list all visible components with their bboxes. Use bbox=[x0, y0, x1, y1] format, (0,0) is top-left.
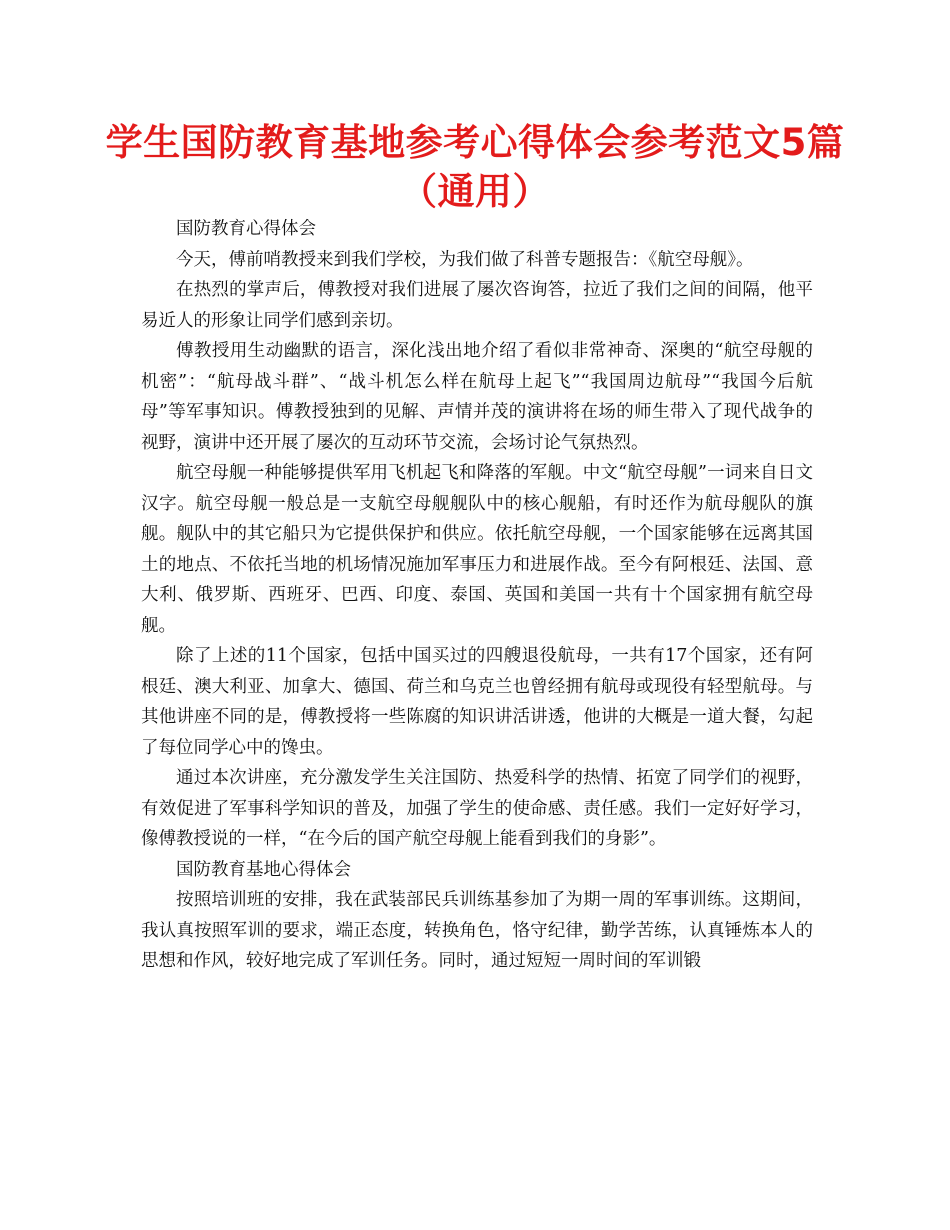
paragraph: 按照培训班的安排，我在武装部民兵训练基参加了为期一周的军事训练。这期间，我认真按照军训的要求，端正态度，转换角色，恪守纪律，勤学苦练，认真锤炼本人的思想和作风，较好地完成了军训任务。同时，通过短短一周时间的军训锻 bbox=[141, 890, 813, 971]
paragraph: 在热烈的掌声后，傅教授对我们进展了屡次咨询答，拉近了我们之间的间隔，他平易近人的形象让同学们感到亲切。 bbox=[141, 280, 813, 331]
document-title: 学生国防教育基地参考心得体会参考范文5篇（通用） bbox=[105, 121, 845, 213]
paragraph: 除了上述的11个国家，包括中国买过的四艘退役航母，一共有17个国家，还有阿根廷、澳大利亚、加拿大、德国、荷兰和乌克兰也曾经拥有航母或现役有轻型航母。与其他讲座不同的是，傅教授将一些陈腐的知识讲活讲透，他讲的大概是一道大餐，勾起了每位同学心中的馋虫。 bbox=[141, 646, 813, 758]
section-heading: 国防教育心得体会 bbox=[176, 219, 316, 239]
paragraph: 航空母舰一种能够提供军用飞机起飞和降落的军舰。中文“航空母舰”一词来自日文汉字。航空母舰一般总是一支航空母舰舰队中的核心舰船，有时还作为航母舰队的旗舰。舰队中的其它船只为它提供保护和供应。依托航空母舰，一个国家能够在远离其国土的地点、不依托当地的机场情况施加军事压力和进展作战。至今有阿根廷、法国、意大利、俄罗斯、西班牙、巴西、印度、泰国、英国和美国一共有十个国家拥有航空母舰。 bbox=[141, 463, 813, 636]
document-body bbox=[141, 214, 813, 977]
paragraph: 通过本次讲座，充分激发学生关注国防、热爱科学的热情、拓宽了同学们的视野，有效促进了军事科学知识的普及，加强了学生的使命感、责任感。我们一定好好学习，像傅教授说的一样，“在今后的国产航空母舰上能看到我们的身影”。 bbox=[141, 768, 813, 849]
section-heading: 国防教育基地心得体会 bbox=[176, 859, 351, 880]
paragraph: 今天，傅前哨教授来到我们学校，为我们做了科普专题报告：《航空母舰》。 bbox=[176, 249, 754, 270]
paragraph: 傅教授用生动幽默的语言，深化浅出地介绍了看似非常神奇、深奥的“航空母舰的机密”：“航母战斗群”、“战斗机怎么样在航母上起飞”“我国周边航母”“我国今后航母”等军事知识。傅教授独到的见解、声情并茂的演讲将在场的师生带入了现代战争的视野，演讲中还开展了屡次的互动环节交流，会场讨论气氛热烈。 bbox=[141, 341, 813, 453]
